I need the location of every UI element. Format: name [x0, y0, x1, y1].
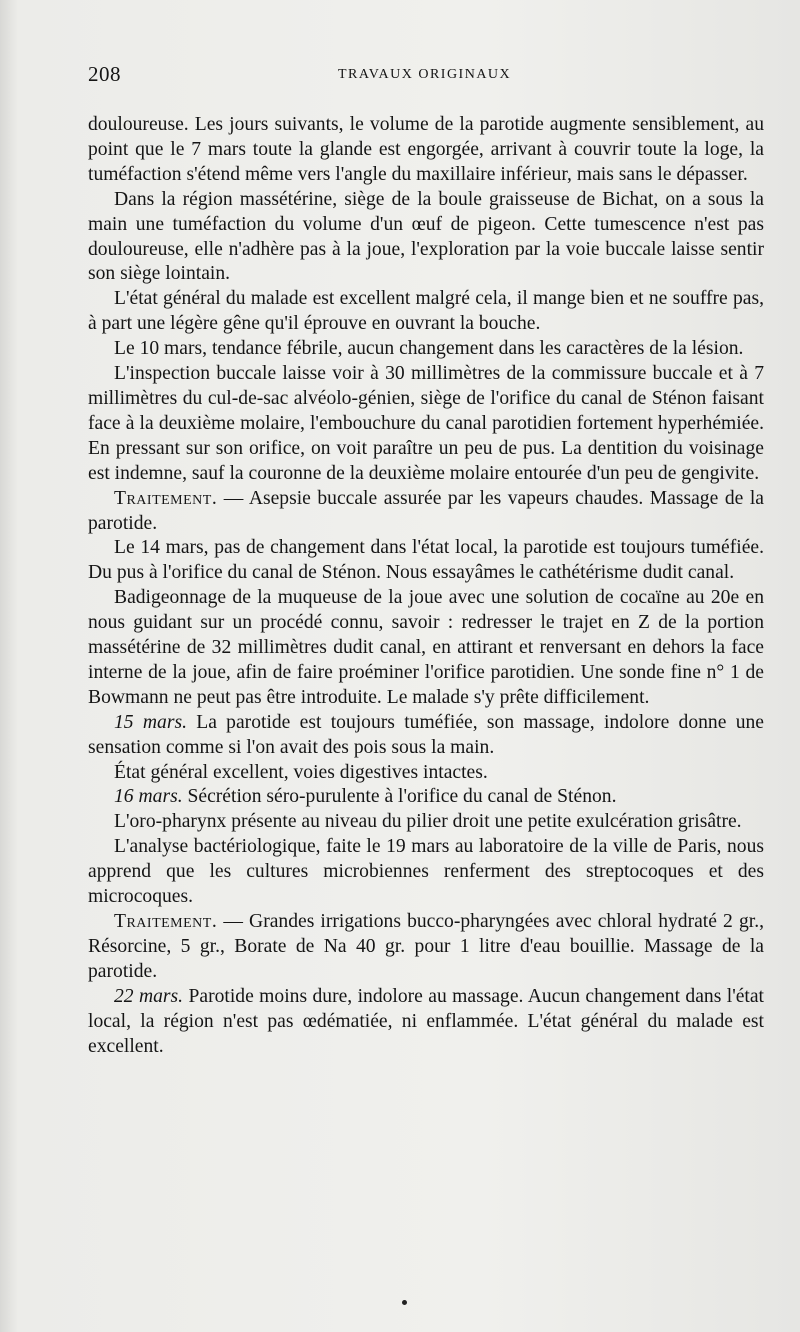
footer-dot — [402, 1300, 407, 1305]
page-header — [88, 62, 740, 92]
paragraph — [88, 910, 764, 985]
paragraph: L'analyse bactériologique, faite le 19 mars au laboratoire de la ville de Paris, nous apprend que les cultures microbiennes renferment des streptocoques et des microcoques. — [88, 836, 764, 908]
paragraph: Le 14 mars, pas de changement dans l'état local, la parotide est toujours tuméfiée. Du pus à l'orifice du canal de Sténon. Nous essayâmes le cathétérisme dudit canal. — [88, 537, 764, 584]
paragraph-text: — Asepsie buccale assurée par les vapeurs chaudes. Massage de la parotide. — [88, 487, 764, 534]
date-label: 16 mars. — [114, 786, 183, 808]
treatment-label: Traitement. — [114, 487, 218, 509]
paragraph — [88, 785, 764, 810]
paragraph: L'inspection buccale laisse voir à 30 millimètres de la commissure buccale et à 7 millimètres du cul-de-sac alvéolo-génien, siège de l'orifice du canal de Sténon faisant face à la deuxième molaire, l'embouchure du canal parotidien fortement hyperhémiée. En pressant sur son orifice, on voit paraître un peu de pus. La dentition du voisinage est indemne, sauf la couronne de la deuxième molaire entourée d'un peu de gengivite. — [88, 363, 764, 484]
paragraph-text: La parotide est toujours tuméfiée, son massage, indolore donne une sensation comme si l'on avait des pois sous la main. — [88, 711, 764, 758]
paragraph: Dans la région massétérine, siège de la boule graisseuse de Bichat, on a sous la main une tuméfaction du volume d'un œuf de pigeon. Cette tumescence n'est pas douloureuse, elle n'adhère pas à la joue, l'exploration par la voie buccale laisse sentir son siège lointain. — [88, 188, 764, 285]
paragraph: L'état général du malade est excellent malgré cela, il mange bien et ne souffre pas, à part une légère gêne qu'il éprouve en ouvrant la bouche. — [88, 288, 764, 335]
page-number: 208 — [88, 62, 121, 86]
paragraph — [88, 711, 764, 761]
paragraph — [88, 487, 764, 537]
paragraph: L'oro-pharynx présente au niveau du pilier droit une petite exulcération grisâtre. — [114, 811, 742, 833]
paragraph-text: — Grandes irrigations bucco-pharyngées avec chloral hydraté 2 gr., Résorcine, 5 gr., Borate de Na 40 gr. pour 1 litre d'eau bouillie. Massage de la parotide. — [88, 911, 764, 982]
paragraph: État général excellent, voies digestives intactes. — [114, 761, 488, 783]
paragraph: Badigeonnage de la muqueuse de la joue avec une solution de cocaïne au 20e en nous guidant sur un procédé connu, savoir : redresser le trajet en Z de la portion massétérine de 32 millimètres dudit canal, en attirant et renversant en dehors la face interne de la joue, afin de faire proéminer l'orifice parotidien. Une sonde fine n° 1 de Bowmann ne peut pas être introduite. Le malade s'y prête difficilement. — [88, 587, 764, 708]
date-label: 22 mars. — [114, 985, 184, 1007]
paragraph — [88, 985, 764, 1060]
body-text — [88, 113, 764, 1059]
treatment-label: Traitement. — [114, 911, 218, 932]
paragraph: Le 10 mars, tendance fébrile, aucun changement dans les caractères de la lésion. — [114, 338, 744, 360]
date-label: 15 mars. — [114, 711, 187, 733]
running-title: TRAVAUX ORIGINAUX — [338, 67, 512, 82]
paragraph: douloureuse. Les jours suivants, le volume de la parotide augmente sensiblement, au point que le 7 mars toute la glande est engorgée, arrivant à couvrir toute la loge, la tuméfaction s'étend même vers l'angle du maxillaire inférieur, mais sans le dépasser. — [88, 114, 764, 185]
paragraph-text: Parotide moins dure, indolore au massage. Aucun changement dans l'état local, la région n'est pas œdématiée, ni enflammée. L'état général du malade est excellent. — [88, 985, 764, 1057]
paragraph-text: Sécrétion séro-purulente à l'orifice du canal de Sténon. — [182, 786, 617, 808]
